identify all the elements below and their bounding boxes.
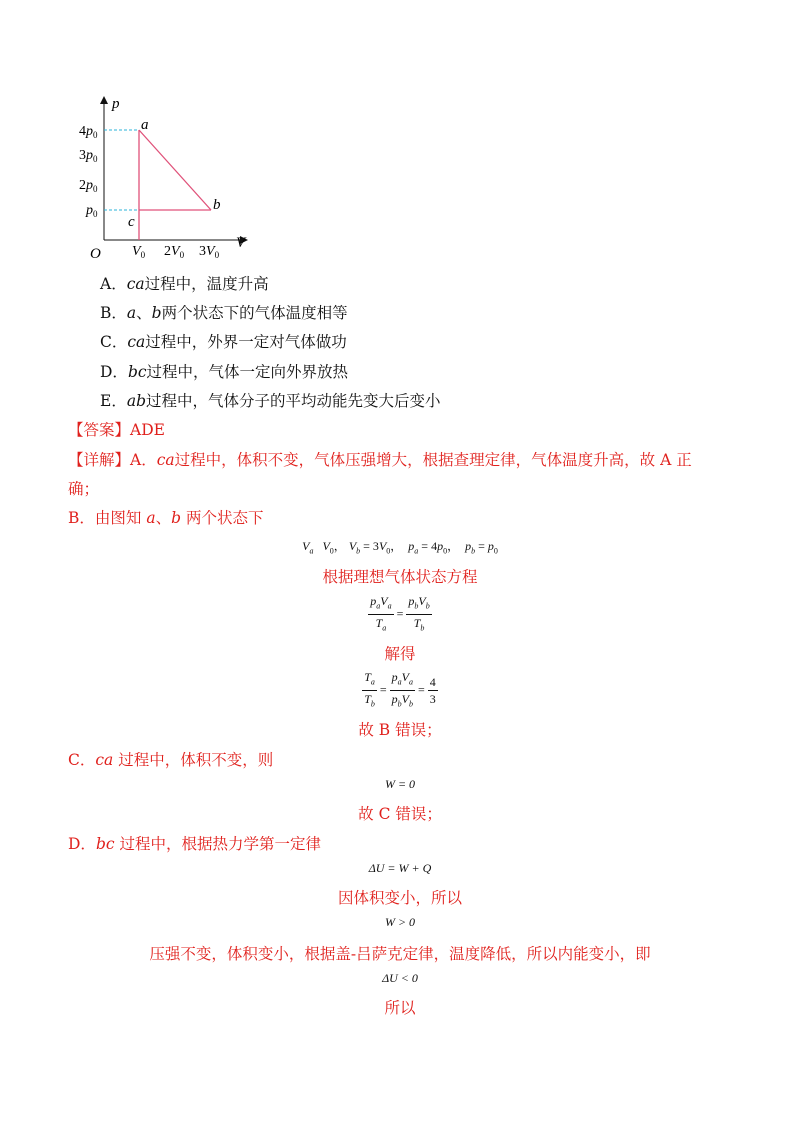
detail-b: B．由图知 a、b 两个状态下	[68, 509, 264, 527]
option-e: E．ab过程中，气体分子的平均动能先变大后变小	[100, 392, 441, 410]
option-d: D．bc过程中，气体一定向外界放热	[100, 363, 349, 381]
pv-graph	[70, 90, 270, 260]
detail-c: C．ca 过程中，体积不变，则	[68, 751, 274, 769]
point-a-label: a	[141, 117, 149, 133]
work-zero-eq: W = 0	[384, 777, 416, 791]
option-c: C．ca过程中，外界一定对气体做功	[100, 333, 347, 351]
first-law-eq: ΔU = W + Q	[368, 861, 432, 875]
x-tick-v0: $V_0$	[132, 244, 146, 260]
state-values-eq: $V_a$ $V_0$， $V_b = 3V_0$， $p_a = 4p_0$， $p_b = p_0$	[302, 539, 498, 556]
volume-decrease-text: 因体积变小，所以	[337, 889, 462, 907]
b-result: 故 B 错误；	[358, 721, 442, 739]
option-a: A．ca过程中，温度升高	[100, 275, 269, 293]
so-text: 所以	[384, 999, 416, 1017]
axis-v-label: V	[236, 235, 246, 251]
detail-a-cont: 确；	[68, 480, 100, 498]
work-positive-eq: W > 0	[384, 915, 416, 929]
x-tick-3v0: $3V_0$	[199, 244, 220, 260]
y-tick-4p0: $4p_0$	[79, 124, 98, 140]
segment-ab	[139, 130, 211, 210]
ratio-eq: $\frac{T_a}{T_b}$ = $\frac{p_aV_a}{p_bV_b}$ = $\frac{4}{3}$	[364, 670, 436, 709]
detail-d: D．bc 过程中，根据热力学第一定律	[68, 835, 321, 853]
ideal-gas-eq: $\frac{p_aV_a}{T_a}$ = $\frac{p_bV_b}{T_b}$	[370, 594, 430, 633]
x-tick-2v0: $2V_0$	[164, 244, 185, 260]
point-c-label: c	[128, 214, 135, 230]
solve-text: 解得	[384, 645, 416, 663]
state-law-text: 根据理想气体状态方程	[322, 568, 478, 586]
y-tick-2p0: $2p_0$	[79, 178, 98, 194]
y-tick-3p0: $3p_0$	[79, 148, 98, 164]
c-result: 故 C 错误；	[358, 805, 442, 823]
point-b-label: b	[213, 197, 221, 213]
answer-line: 【答案】ADE	[68, 421, 165, 439]
energy-negative-eq: ΔU < 0	[382, 971, 418, 985]
y-tick-p0: $p_0$	[86, 203, 98, 219]
option-b: B．a、b两个状态下的气体温度相等	[100, 304, 348, 322]
detail-a: 【详解】A．ca过程中，体积不变，气体压强增大，根据查理定律，气体温度升高，故 A 正	[68, 451, 692, 469]
origin-label: O	[90, 246, 101, 260]
pressure-const-text: 压强不变，体积变小，根据盖-吕萨克定律，温度降低，所以内能变小，即	[149, 945, 651, 963]
axis-p-label: p	[112, 96, 120, 112]
